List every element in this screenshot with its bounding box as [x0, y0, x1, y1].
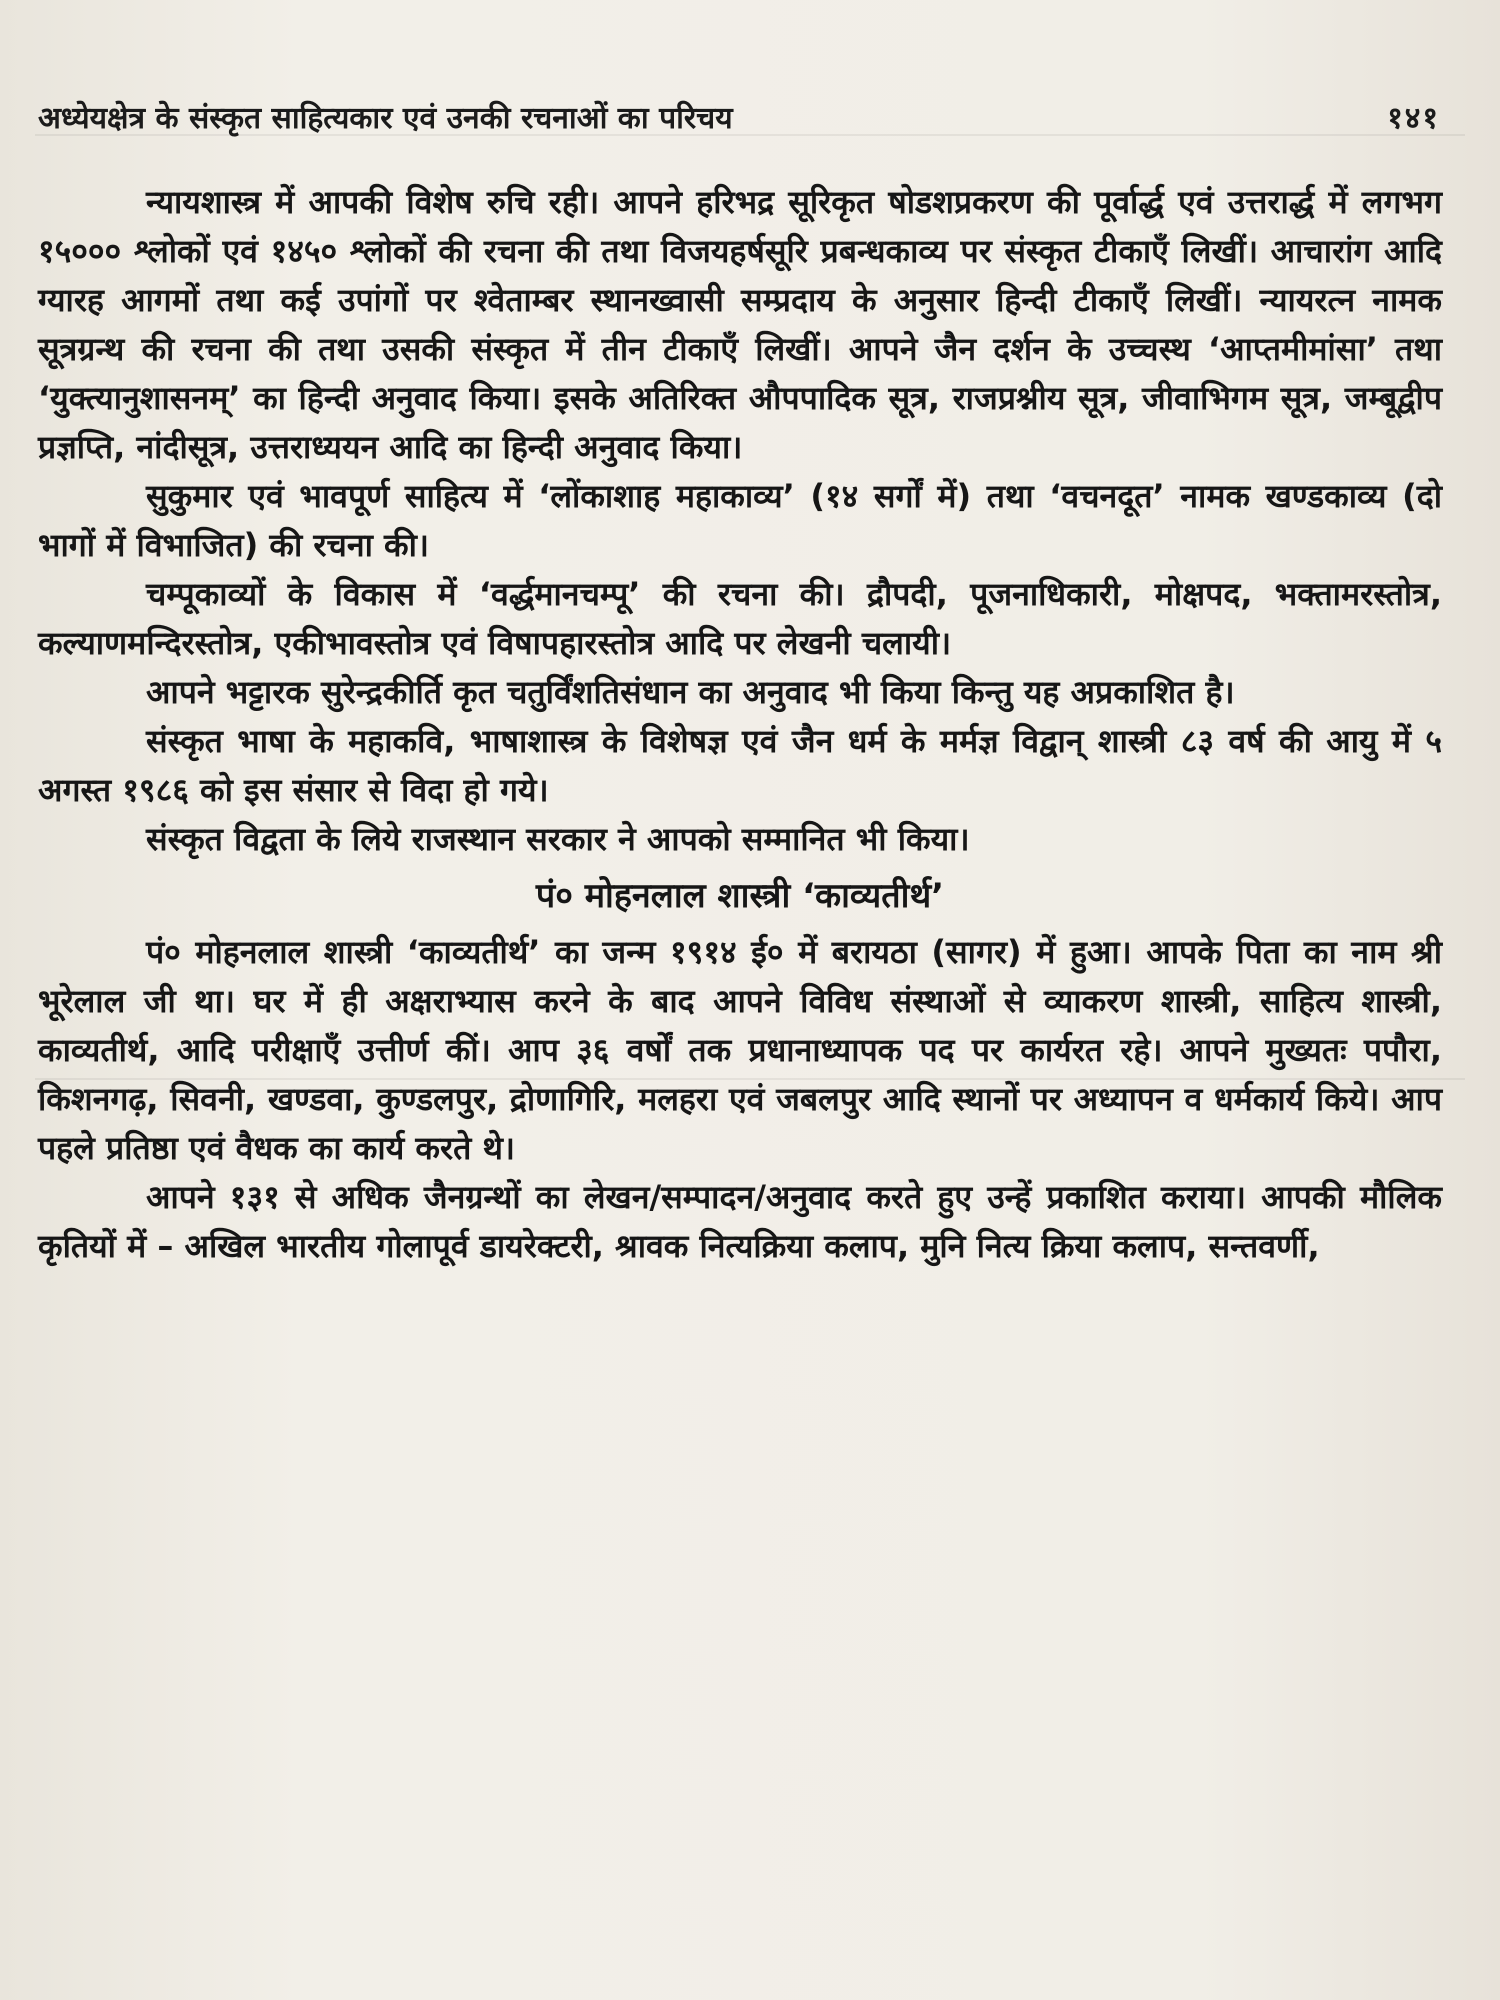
- paragraph-nyaya: न्यायशास्त्र में आपकी विशेष रुचि रही। आपने हरिभद्र सूरिकृत षोडशप्रकरण की पूर्वार्द्ध एवं उत्तरार्द्ध में लगभग १५००० श्लोकों एवं १४५० श्लोकों की रचना की तथा विजयहर्षसूरि प्रबन्धकाव्य पर संस्कृत टीकाएँ लिखीं। आचारांग आदि ग्यारह आगमों तथा कई उपांगों पर श्वेताम्बर स्थानख्वासी सम्प्रदाय के अनुसार हिन्दी टीकाएँ लिखीं। न्यायरत्न नामक सूत्रग्रन्थ की रचना की तथा उसकी संस्कृत में तीन टीकाएँ लिखीं। आपने जैन दर्शन के उच्चस्थ ‘आप्तमीमांसा’ तथा ‘युक्त्यानुशासनम्’ का हिन्दी अनुवाद किया। इसके अतिरिक्त औपपादिक सूत्र, राजप्रश्नीय सूत्र, जीवाभिगम सूत्र, जम्बूद्वीप प्रज्ञप्ति, नांदीसूत्र, उत्तराध्ययन आदि का हिन्दी अनुवाद किया।: [38, 183, 1442, 466]
- running-title: अध्येयक्षेत्र के संस्कृत साहित्यकार एवं उनकी रचनाओं का परिचय: [38, 100, 733, 136]
- section-heading: पं० मोहनलाल शास्त्री ‘काव्यतीर्थ’: [535, 876, 945, 916]
- running-header: [38, 94, 1440, 138]
- paragraph-translation: आपने भट्टारक सुरेन्द्रकीर्ति कृत चतुर्विंशतिसंधान का अनुवाद भी किया किन्तु यह अप्रकाशित है।: [146, 673, 1235, 711]
- paragraph-honour: संस्कृत विद्वता के लिये राजस्थान सरकार ने आपको सम्मानित भी किया।: [146, 820, 970, 858]
- show-through-line: [35, 134, 1465, 136]
- paragraph-works: आपने १३१ से अधिक जैनग्रन्थों का लेखन/सम्पादन/अनुवाद करते हुए उन्हें प्रकाशित कराया। आपकी मौलिक कृतियों में – अखिल भारतीय गोलापूर्व डायरेक्टरी, श्रावक नित्यक्रिया कलाप, मुनि नित्य क्रिया कलाप, सन्तवर्णी,: [38, 1178, 1442, 1265]
- paragraph-biography: पं० मोहनलाल शास्त्री ‘काव्यतीर्थ’ का जन्म १९१४ ई० में बरायठा (सागर) में हुआ। आपके पिता का नाम श्री भूरेलाल जी था। घर में ही अक्षराभ्यास करने के बाद आपने विविध संस्थाओं से व्याकरण शास्त्री, साहित्य शास्त्री, काव्यतीर्थ, आदि परीक्षाएँ उत्तीर्ण कीं। आप ३६ वर्षों तक प्रधानाध्यापक पद पर कार्यरत रहे। आपने मुख्यतः पपौरा, किशनगढ़, सिवनी, खण्डवा, कुण्डलपुर, द्रोणागिरि, मलहरा एवं जबलपुर आदि स्थानों पर अध्यापन व धर्मकार्य किये। आप पहले प्रतिष्ठा एवं वैधक का कार्य करते थे।: [38, 933, 1442, 1167]
- paragraph-death: संस्कृत भाषा के महाकवि, भाषाशास्त्र के विशेषज्ञ एवं जैन धर्म के मर्मज्ञ विद्वान् शास्त्री ८३ वर्ष की आयु में ५ अगस्त १९८६ को इस संसार से विदा हो गये।: [38, 722, 1442, 809]
- body-text: [38, 178, 1442, 1271]
- page-number: १४१: [1387, 100, 1440, 136]
- paragraph-poetry: सुकुमार एवं भावपूर्ण साहित्य में ‘लोंकाशाह महाकाव्य’ (१४ सर्गों में) तथा ‘वचनदूत’ नामक खण्डकाव्य (दो भागों में विभाजित) की रचना की।: [38, 477, 1442, 564]
- paragraph-champu: चम्पूकाव्यों के विकास में ‘वर्द्धमानचम्पू’ की रचना की। द्रौपदी, पूजनाधिकारी, मोक्षपद, भक्तामरस्तोत्र, कल्याणमन्दिरस्तोत्र, एकीभावस्तोत्र एवं विषापहारस्तोत्र आदि पर लेखनी चलायी।: [38, 575, 1442, 662]
